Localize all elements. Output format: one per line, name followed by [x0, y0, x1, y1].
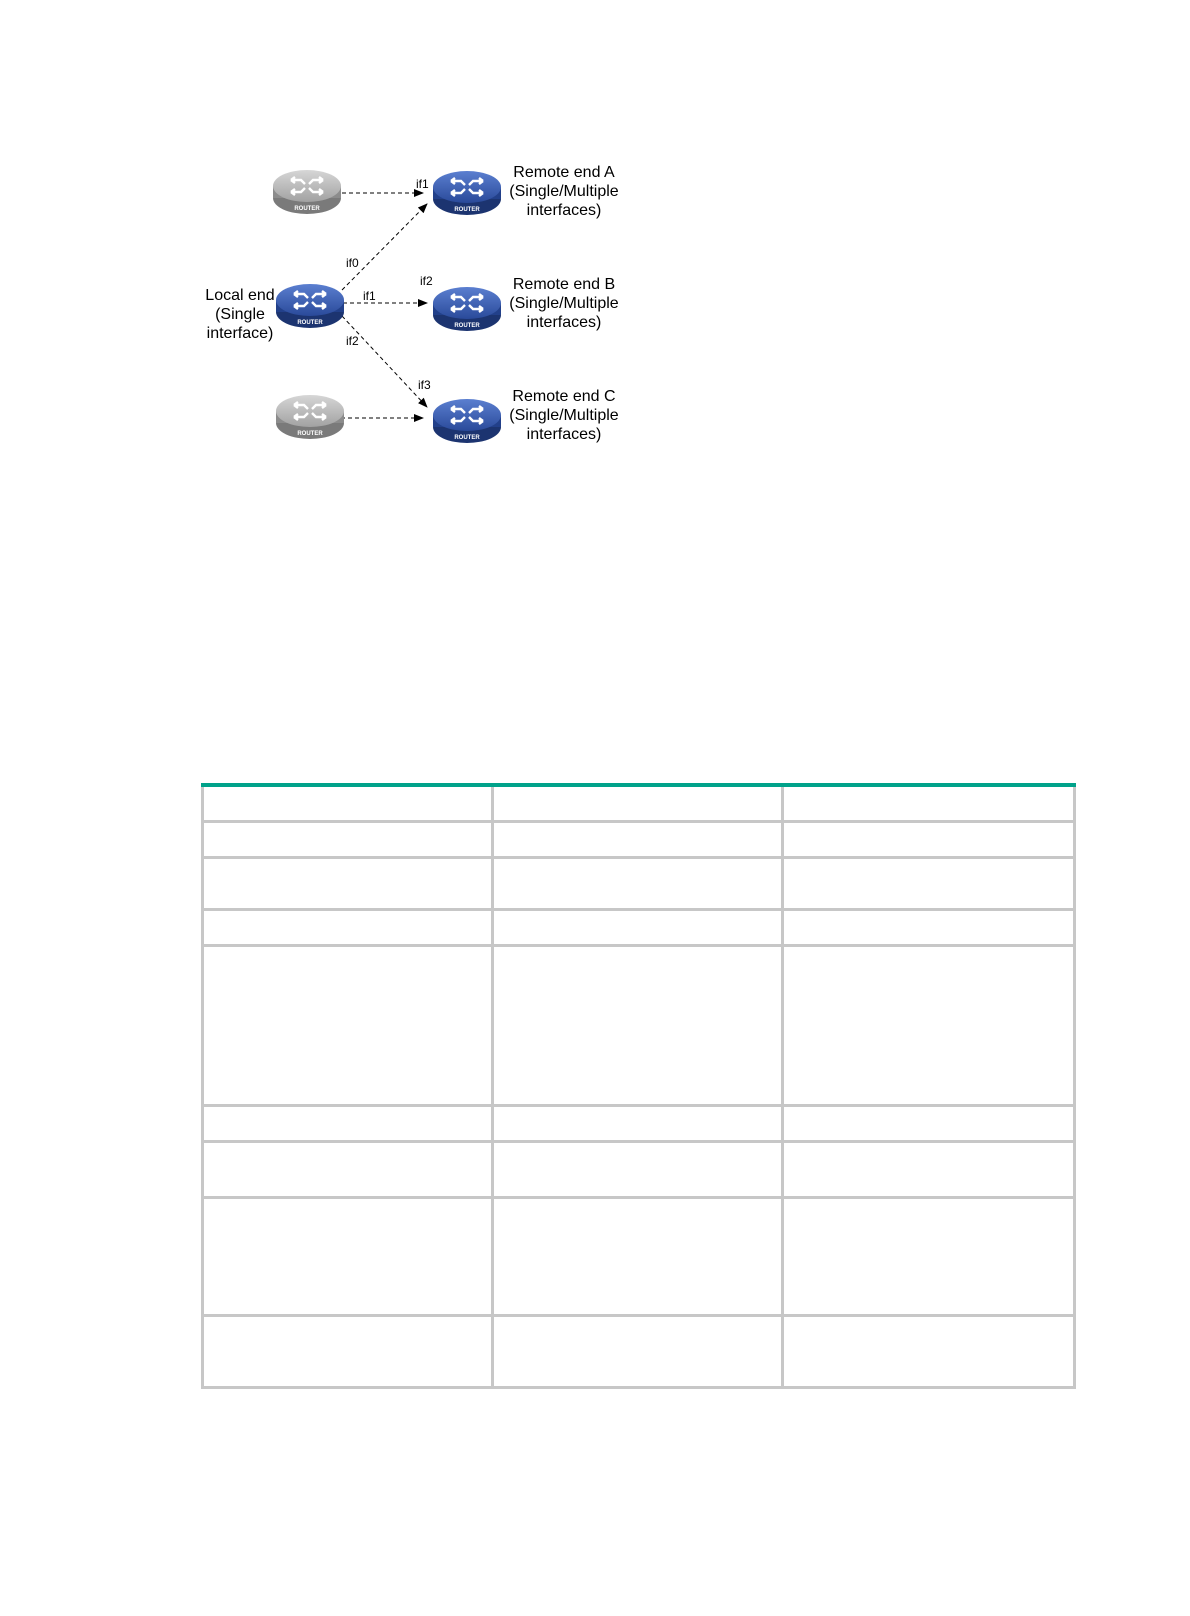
remote-end-b-label — [509, 276, 618, 331]
local-end-label — [205, 287, 274, 342]
table-cell — [493, 1105, 783, 1141]
table-row — [203, 1315, 1075, 1387]
router-badge-label: ROUTER — [454, 435, 480, 441]
remote-router-a-icon — [433, 171, 501, 215]
local-end-line1: Local end — [205, 287, 275, 304]
table-row — [203, 1141, 1075, 1197]
remote-c-line1: Remote end C — [512, 388, 616, 405]
table-cell — [783, 785, 1075, 821]
if-label-a-in: if1 — [416, 177, 429, 191]
table-cell — [493, 909, 783, 945]
remote-end-a-label — [509, 164, 618, 219]
if-label-local-to-c: if2 — [346, 334, 359, 348]
table-cell — [203, 857, 493, 909]
table-cell — [203, 1197, 493, 1315]
table-cell — [783, 1315, 1075, 1387]
table-cell — [493, 1141, 783, 1197]
table-cell — [203, 909, 493, 945]
table-cell — [783, 857, 1075, 909]
local-router-icon — [276, 284, 344, 328]
table-cell — [493, 1315, 783, 1387]
table-cell — [203, 945, 493, 1105]
table-cell — [493, 857, 783, 909]
table-row — [203, 945, 1075, 1105]
table-row — [203, 909, 1075, 945]
remote-b-line2: (Single/Multiple — [509, 295, 619, 312]
remote-a-line3: interfaces) — [526, 202, 602, 219]
if-label-local-to-b: if1 — [363, 289, 376, 303]
table-cell — [493, 1197, 783, 1315]
table-row — [203, 821, 1075, 857]
remote-router-b-icon — [433, 287, 501, 331]
network-diagram — [0, 0, 700, 470]
router-badge-label: ROUTER — [454, 207, 480, 213]
router-badge-label: ROUTER — [294, 206, 320, 212]
router-badge-label: ROUTER — [297, 320, 323, 326]
table-cell — [783, 945, 1075, 1105]
table-cell — [783, 1197, 1075, 1315]
remote-b-line1: Remote end B — [512, 276, 616, 293]
remote-end-c-label — [509, 388, 618, 443]
table-row — [203, 785, 1075, 821]
remote-a-line2: (Single/Multiple — [509, 183, 619, 200]
inactive-router-bottom-icon — [276, 395, 344, 439]
table-cell — [783, 821, 1075, 857]
table-cell — [203, 785, 493, 821]
table-cell — [203, 1105, 493, 1141]
if-label-local-to-a: if0 — [346, 256, 359, 270]
table-cell — [203, 1315, 493, 1387]
table-cell — [203, 821, 493, 857]
if-label-b-in: if2 — [420, 274, 433, 288]
inactive-router-top-icon — [273, 170, 341, 214]
table-row — [203, 857, 1075, 909]
table-row — [203, 1105, 1075, 1141]
table-cell — [783, 1141, 1075, 1197]
remote-router-c-icon — [433, 399, 501, 443]
router-badge-label: ROUTER — [454, 323, 480, 329]
table-cell — [493, 785, 783, 821]
if-label-c-in: if3 — [418, 378, 431, 392]
table-row — [203, 1197, 1075, 1315]
remote-b-line3: interfaces) — [526, 314, 602, 331]
empty-grid-table — [201, 783, 1076, 1389]
table-cell — [783, 909, 1075, 945]
local-end-line2: (Single — [215, 306, 265, 323]
local-end-line3: interface) — [206, 325, 274, 342]
table-cell — [783, 1105, 1075, 1141]
link-local-to-c — [342, 316, 427, 407]
remote-a-line1: Remote end A — [513, 164, 615, 181]
router-badge-label: ROUTER — [297, 431, 323, 437]
remote-c-line3: interfaces) — [526, 426, 602, 443]
table-cell — [493, 945, 783, 1105]
remote-c-line2: (Single/Multiple — [509, 407, 619, 424]
table-cell — [493, 821, 783, 857]
link-local-to-a — [342, 204, 427, 290]
table-cell — [203, 1141, 493, 1197]
